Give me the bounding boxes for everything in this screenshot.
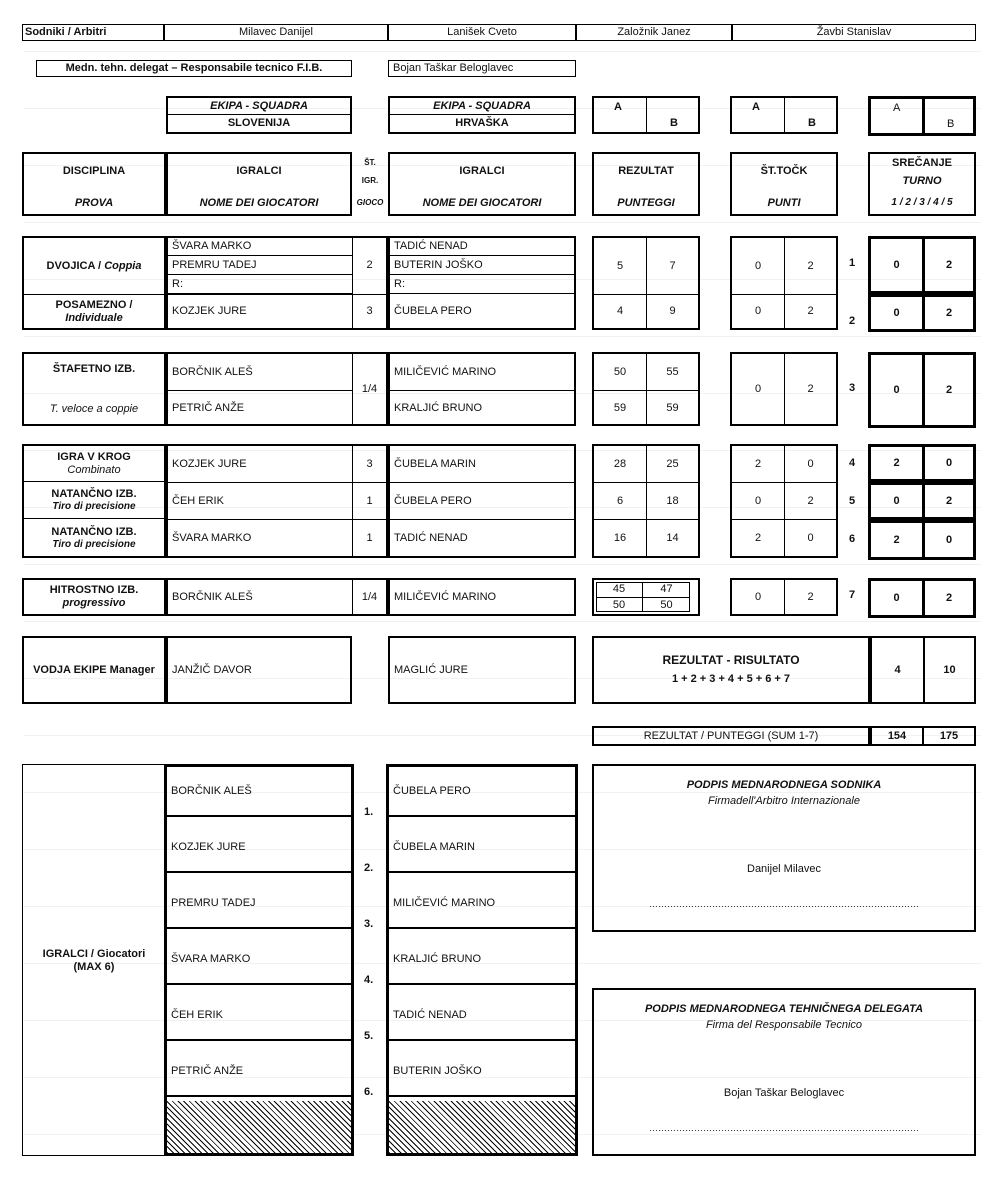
- points-label: ŠT.TOČK: [760, 164, 808, 177]
- roster-player-b: MILIČEVIĆ MARINO: [389, 879, 575, 929]
- doubles-turn-box: [868, 236, 976, 294]
- manager-label: VODJA EKIPE Manager: [33, 663, 155, 676]
- progressive-player-b: MILIČEVIĆ MARINO: [394, 590, 497, 603]
- team-b-name: HRVAŠKA: [455, 117, 509, 130]
- doubles-turn-b: 2: [945, 258, 953, 271]
- relay-result-b1: 55: [666, 365, 679, 378]
- section-1-players-a: [166, 236, 388, 330]
- precision2-turn-b: 0: [945, 533, 953, 546]
- progressive-turn-box: [868, 578, 976, 618]
- row-index-6: 6: [849, 533, 856, 545]
- roster-player-b: ČUBELA MARIN: [389, 823, 575, 873]
- referee-signature-box: [592, 764, 976, 932]
- section-3-points: [730, 444, 838, 558]
- precision1-player-b: ČUBELA PERO: [394, 494, 472, 507]
- doubles-reserve-b: R:: [390, 275, 574, 294]
- progressive-label-si: HITROSTNO IZB.: [49, 584, 139, 597]
- combined-player-b: ČUBELA MARIN: [394, 457, 476, 470]
- combined-player-a: KOZJEK JURE: [172, 457, 247, 470]
- manager-b-box: [388, 636, 576, 704]
- final-result-formula: 1 + 2 + 3 + 4 + 5 + 6 + 7: [671, 672, 791, 685]
- doubles-player-a1: ŠVARA MARKO: [168, 238, 352, 256]
- delegate-signature-line: ………………………………………………………………………………: [649, 1122, 919, 1133]
- progressive-turn-a: 0: [893, 591, 900, 604]
- relay-player-a2: PETRIČ ANŽE: [172, 401, 245, 414]
- delegate-signature-name: Bojan Taškar Beloglavec: [723, 1086, 845, 1099]
- points-label-it: PUNTI: [767, 196, 801, 209]
- progressive-points-b: 2: [807, 590, 814, 603]
- game-no-2: IGR.: [361, 176, 379, 186]
- doubles-points-a: 0: [754, 259, 762, 272]
- delegate-signature-title: PODPIS MEDNARODNEGA TEHNIČNEGA DELEGATA: [644, 1002, 924, 1015]
- players-label-it: NOME DEI GIOCATORI: [199, 196, 319, 209]
- team-a-name: SLOVENIJA: [227, 117, 291, 130]
- roster-label-box: [22, 764, 166, 1156]
- precision2-player-b: TADIĆ NENAD: [394, 531, 468, 544]
- row-index-5: 5: [849, 495, 856, 507]
- round-nums: 1 / 2 / 3 / 4 / 5: [891, 197, 953, 209]
- roster-b-empty-slot: [389, 1101, 575, 1153]
- delegate-name: Bojan Taškar Beloglavec: [388, 60, 576, 77]
- col-b-label: B: [808, 117, 816, 129]
- relay-label: ŠTAFETNO IZB.: [52, 362, 136, 375]
- col-b-label: B: [947, 118, 955, 130]
- precision1-label-si: NATANČNO IZB.: [51, 488, 137, 501]
- team-a-box: [166, 96, 352, 134]
- progressive-turn-b: 2: [945, 591, 953, 604]
- final-result-a: 4: [894, 663, 901, 676]
- delegate-signature-sub: Firma del Responsabile Tecnico: [705, 1018, 863, 1031]
- manager-label-box: [22, 636, 166, 704]
- precision1-label: [24, 483, 164, 519]
- combined-result-b: 25: [666, 457, 679, 470]
- row-index-1: 1: [849, 257, 856, 269]
- row-index-3: 3: [849, 382, 856, 394]
- discipline-label: DISCIPLINA: [62, 164, 126, 177]
- relay-turn-box: [868, 352, 976, 428]
- turn-ab-header: [868, 96, 976, 136]
- doubles-label-it: Coppia: [104, 259, 142, 272]
- precision1-player-a: ČEH ERIK: [172, 494, 224, 507]
- team-b-label: EKIPA - SQUADRA: [390, 98, 574, 115]
- progressive-label: [24, 580, 164, 614]
- progressive-player-a: BORČNIK ALEŠ: [172, 590, 253, 603]
- relay-turn-a: 0: [893, 383, 900, 396]
- single-turn-a: 0: [893, 306, 900, 319]
- single-player-a: KOZJEK JURE: [172, 305, 247, 318]
- single-points-b: 2: [807, 305, 814, 318]
- final-result-label-box: [592, 636, 870, 704]
- precision2-result-a: 16: [613, 531, 627, 544]
- doubles-player-b1: TADIĆ NENAD: [390, 238, 574, 256]
- final-result-title: REZULTAT - RISULTATO: [662, 653, 800, 668]
- roster-number: 6.: [364, 1086, 374, 1098]
- relay-points: [730, 352, 838, 426]
- relay-players-b: [388, 352, 576, 426]
- doubles-label-si: DVOJICA /: [46, 259, 102, 272]
- precision1-label-it: Tiro di precisione: [52, 501, 136, 513]
- relay-result-a2: 59: [613, 401, 627, 414]
- doubles-result-b: 7: [669, 259, 676, 272]
- col-a-label: A: [614, 101, 622, 113]
- single-game-no: 3: [366, 305, 373, 318]
- team-a-label: EKIPA - SQUADRA: [168, 98, 350, 115]
- relay-discipline: [22, 352, 166, 426]
- single-player-b: ČUBELA PERO: [394, 305, 472, 318]
- col-a-label: A: [752, 101, 760, 113]
- doubles-reserve-a: R:: [168, 275, 352, 294]
- precision1-points-b: 2: [807, 494, 814, 507]
- discipline-header: [22, 152, 166, 216]
- roster-player-a: PREMRU TADEJ: [167, 879, 351, 929]
- progressive-result-a2: 50: [612, 598, 626, 611]
- precision2-result-b: 14: [666, 531, 679, 544]
- doubles-game-no: 2: [366, 259, 373, 272]
- progressive-players-a: [166, 578, 388, 616]
- roster-label-2: (MAX 6): [73, 961, 115, 973]
- players-label: IGRALCI: [459, 164, 505, 177]
- roster-player-a: ČEH ERIK: [167, 991, 351, 1041]
- final-result-values: [870, 636, 976, 704]
- combined-label-it: Combinato: [67, 463, 121, 476]
- referee-signature-sub: Firmadell'Arbitro Internazionale: [708, 794, 860, 807]
- sum-label: REZULTAT / PUNTEGGI (SUM 1-7): [592, 726, 870, 746]
- relay-label-it: T. veloce a coppie: [49, 402, 139, 415]
- single-label: [24, 295, 164, 328]
- round-label: SREČANJE: [892, 156, 952, 169]
- relay-game-no: 1/4: [361, 382, 378, 395]
- progressive-result-b1: 47: [660, 583, 673, 596]
- section-1-players-b: [388, 236, 576, 330]
- section-1-result: [592, 236, 700, 330]
- combined-label: [24, 446, 164, 482]
- combined-turn-box: [868, 444, 976, 482]
- section-1-discipline: [22, 236, 166, 330]
- roster-player-a: KOZJEK JURE: [167, 823, 351, 873]
- precision2-points-a: 2: [754, 531, 762, 544]
- doubles-result-a: 5: [616, 259, 624, 272]
- roster-player-b: KRALJIĆ BRUNO: [389, 935, 575, 985]
- game-no-header: [352, 152, 388, 216]
- single-result-a: 4: [616, 305, 624, 318]
- precision1-result-a: 6: [616, 494, 624, 507]
- precision1-points-a: 0: [754, 494, 762, 507]
- precision2-game-no: 1: [366, 531, 373, 544]
- combined-turn-a: 2: [893, 456, 900, 469]
- precision1-turn-box: [868, 482, 976, 520]
- precision2-player-a: ŠVARA MARKO: [172, 531, 252, 544]
- result-header: [592, 152, 700, 216]
- round-label-it: TURNO: [902, 174, 942, 187]
- relay-points-b: 2: [807, 382, 814, 395]
- roster-number: 5.: [364, 1030, 374, 1042]
- final-result-b: 10: [943, 663, 956, 676]
- doubles-player-b2: BUTERIN JOŠKO: [390, 256, 574, 275]
- doubles-points-b: 2: [807, 259, 814, 272]
- progressive-points-a: 0: [754, 590, 762, 603]
- progressive-result-a1: 45: [612, 583, 626, 596]
- roster-player-b: ČUBELA PERO: [389, 767, 575, 817]
- roster-a-empty-slot: [167, 1101, 351, 1153]
- relay-result-b2: 59: [666, 401, 679, 414]
- result-ab-header: [592, 96, 700, 134]
- roster-number: 3.: [364, 918, 374, 930]
- roster-label: [23, 943, 165, 979]
- section-3-players-a: [166, 444, 388, 558]
- players-label: IGRALCI: [236, 164, 282, 177]
- progressive-result: [592, 578, 700, 616]
- delegate-label: Medn. tehn. delegat – Responsabile tecnico F.I.B.: [36, 60, 352, 77]
- doubles-turn-a: 0: [893, 258, 900, 271]
- single-turn-b: 2: [945, 306, 953, 319]
- game-no-1: ŠT.: [364, 158, 376, 168]
- roster-player-b: TADIĆ NENAD: [389, 991, 575, 1041]
- precision2-label-it: Tiro di precisione: [52, 538, 136, 550]
- manager-a-box: [166, 636, 352, 704]
- sum-a: 154: [870, 726, 924, 746]
- referee-signature-title: PODPIS MEDNARODNEGA SODNIKA: [686, 778, 882, 791]
- row-index-7: 7: [849, 589, 856, 601]
- roster-number: 4.: [364, 974, 374, 986]
- doubles-label: [24, 252, 164, 280]
- referee-2: Lanišek Cveto: [388, 24, 576, 41]
- progressive-game-no: 1/4: [361, 590, 378, 603]
- single-points-a: 0: [754, 305, 762, 318]
- players-label-it: NOME DEI GIOCATORI: [422, 196, 542, 209]
- progressive-result-b2: 50: [660, 598, 673, 611]
- relay-player-b2: KRALJIĆ BRUNO: [394, 401, 483, 414]
- manager-b: MAGLIĆ JURE: [394, 663, 468, 676]
- section-3-discipline: [22, 444, 166, 558]
- referee-3: Založnik Janez: [576, 24, 732, 41]
- relay-result: [592, 352, 700, 426]
- combined-turn-b: 0: [945, 456, 953, 469]
- precision2-label: [24, 520, 164, 556]
- points-ab-header: [730, 96, 838, 134]
- roster-label-1: IGRALCI / Giocatori: [42, 948, 146, 961]
- manager-a: JANŽIČ DAVOR: [172, 663, 252, 676]
- combined-points-a: 2: [754, 457, 762, 470]
- progressive-players-b: [388, 578, 576, 616]
- progressive-label-it: progressivo: [62, 597, 126, 609]
- relay-player-a1: BORČNIK ALEŠ: [172, 365, 253, 378]
- roster-player-b: BUTERIN JOŠKO: [389, 1047, 575, 1097]
- roster-number: 1.: [364, 806, 374, 818]
- single-turn-box: [868, 294, 976, 332]
- roster-player-a: PETRIČ ANŽE: [167, 1047, 351, 1097]
- relay-points-a: 0: [754, 382, 762, 395]
- progressive-discipline: [22, 578, 166, 616]
- relay-turn-b: 2: [945, 383, 953, 396]
- single-result-b: 9: [669, 305, 676, 318]
- single-label-it: Individuale: [65, 311, 123, 324]
- relay-players-a: [166, 352, 388, 426]
- players-a-header: [166, 152, 352, 216]
- col-a-label: A: [893, 102, 901, 114]
- delegate-signature-box: [592, 988, 976, 1156]
- section-1-points: [730, 236, 838, 330]
- referee-signature-line: ………………………………………………………………………………: [649, 898, 919, 909]
- precision1-result-b: 18: [666, 494, 679, 507]
- discipline-label-it: PROVA: [74, 196, 114, 209]
- referee-signature-name: Danijel Milavec: [747, 862, 821, 875]
- referees-label: Sodniki / Arbitri: [22, 24, 164, 41]
- precision1-game-no: 1: [366, 494, 373, 507]
- precision1-turn-b: 2: [945, 494, 953, 507]
- row-index-2: 2: [849, 315, 856, 327]
- relay-player-b1: MILIČEVIĆ MARINO: [394, 365, 497, 378]
- precision2-turn-box: [868, 520, 976, 560]
- referee-4: Žavbi Stanislav: [732, 24, 976, 41]
- section-3-result: [592, 444, 700, 558]
- round-header: [868, 152, 976, 216]
- progressive-points: [730, 578, 838, 616]
- col-b-label: B: [670, 117, 678, 129]
- precision1-turn-a: 0: [893, 494, 900, 507]
- precision2-turn-a: 2: [893, 533, 900, 546]
- roster-player-a: ŠVARA MARKO: [167, 935, 351, 985]
- sum-b: 175: [922, 726, 976, 746]
- result-label-it: PUNTEGGI: [617, 196, 675, 209]
- points-header: [730, 152, 838, 216]
- players-b-header: [388, 152, 576, 216]
- single-label-si: POSAMEZNO /: [55, 298, 133, 311]
- combined-label-si: IGRA V KROG: [57, 450, 131, 463]
- section-3-players-b: [388, 444, 576, 558]
- team-b-box: [388, 96, 576, 134]
- precision2-points-b: 0: [807, 531, 814, 544]
- roster-number: 2.: [364, 862, 374, 874]
- relay-result-a1: 50: [613, 365, 627, 378]
- game-no-3: GIOCO: [356, 198, 384, 208]
- referee-1: Milavec Danijel: [164, 24, 388, 41]
- result-label: REZULTAT: [618, 164, 674, 177]
- precision2-label-si: NATANČNO IZB.: [51, 525, 137, 538]
- roster-player-a: BORČNIK ALEŠ: [167, 767, 351, 817]
- row-index-4: 4: [849, 457, 856, 469]
- combined-game-no: 3: [366, 457, 373, 470]
- combined-points-b: 0: [807, 457, 814, 470]
- combined-result-a: 28: [613, 457, 627, 470]
- doubles-player-a2: PREMRU TADEJ: [168, 256, 352, 275]
